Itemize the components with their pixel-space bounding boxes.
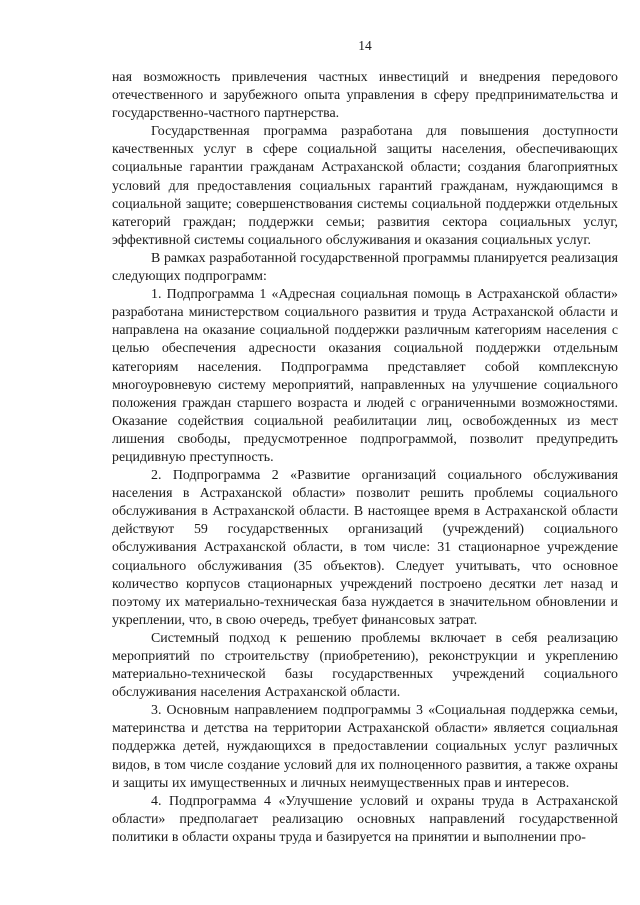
paragraph-subprogram-4: 4. Подпрограмма 4 «Улучшение условий и охраны труда в Астраханской области» предполагает реализацию основных направлений государственной политики в области охраны труда и базируется на принятии и выполнении про- bbox=[112, 793, 618, 845]
paragraph-subprogram-3: 3. Основным направлением подпрограммы 3 «Социальная поддержка семьи, материнства и детства на территории Астраханской области» является социальная поддержка детей, нуждающихся в предоставлении социальных услуг различных видов, в том числе создание условий для их полноценного развития, а также охраны и защиты их имущественных и личных неимущественных прав и интересов. bbox=[112, 703, 618, 791]
paragraph-continuation: ная возможность привлечения частных инвестиций и внедрения передового отечественного и зарубежного опыта управления в сферу предпринимательства и государственно-частного партнерства. bbox=[112, 70, 618, 122]
paragraph-subprogram-2: 2. Подпрограмма 2 «Развитие организаций социального обслуживания населения в Астраханской области» позволит решить проблемы социального обслуживания в Астраханской области. В настоящее время в Астраханской области действуют 59 государственных организаций (учреждений) социального обслуживания Астраханской области, в том числе: 31 стационарное учреждение социального обслуживания (35 объектов). Следует учитывать, что основное количество корпусов стационарных учреждений построено десятки лет назад и поэтому их материально-техническая база нуждается в значительном обновлении и укреплении, что, в свою очередь, требует финансовых затрат. bbox=[112, 468, 618, 628]
document-body bbox=[112, 69, 618, 847]
paragraph-subprograms-intro: В рамках разработанной государственной программы планируется реализация следующих подпрограмм: bbox=[112, 250, 618, 285]
paragraph-program-purpose: Государственная программа разработана для повышения доступности качественных услуг в сфере социальной защиты населения, обеспечивающих социальные гарантии гражданам Астраханской области; создания благоприятных условий для предоставления социальных гарантий гражданам, нуждающимся в социальной защите; совершенствования системы социальной поддержки отдельных категорий граждан; поддержки семьи; развития сектора социальных услуг, эффективной системы социального обслуживания и оказания социальных услуг. bbox=[112, 124, 618, 248]
paragraph-system-approach: Системный подход к решению проблемы включает в себя реализацию мероприятий по строительству (приобретению), реконструкции и укреплению материально-технической базы государственных учреждений социального обслуживания населения Астраханской области. bbox=[112, 630, 618, 701]
page-number: 14 bbox=[358, 38, 372, 53]
paragraph-subprogram-1: 1. Подпрограмма 1 «Адресная социальная помощь в Астраханской области» разработана министерством социального развития и труда Астраханской области и направлена на оказание социальной поддержки различным категориям населения с целью обеспечения адресности оказания социальной поддержки отдельным категориям населения. Подпрограмма представляет собой комплексную многоуровневую систему мероприятий, направленных на улучшение социального положения граждан старшего возраста и людей с ограниченными возможностями. Оказание содействия социальной реабилитации лиц, освобожденных из мест лишения свободы, предусмотренное подпрограммой, позволит предупредить рецидивную преступность. bbox=[112, 287, 618, 465]
